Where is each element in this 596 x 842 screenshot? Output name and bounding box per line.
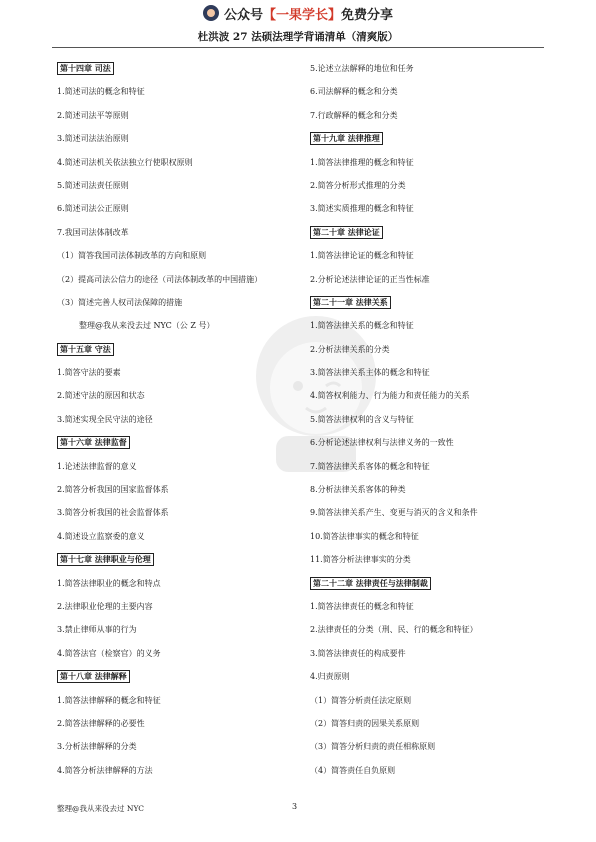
- chapter-heading-text: 第十八章 法律解释: [57, 670, 130, 683]
- list-item-text: 2.简述守法的原因和状态: [57, 391, 145, 401]
- list-item-text: 9.简答法律关系产生、变更与消灭的含义和条件: [310, 508, 478, 518]
- list-item: [57, 483, 297, 506]
- list-item-text: 3.禁止律师从事的行为: [57, 625, 137, 635]
- list-item-text: 2.分析论述法律论证的正当性标准: [310, 274, 430, 284]
- page-number: 3: [292, 802, 298, 811]
- right-column: [310, 62, 550, 787]
- list-item-text: 2.简答分析我国的国家监督体系: [57, 485, 169, 495]
- list-item-text: 1.简答法律论证的概念和特征: [310, 251, 414, 261]
- list-item: [310, 273, 550, 296]
- list-item-text: 5.简答法律权利的含义与特征: [310, 414, 414, 424]
- chapter-heading: [57, 62, 297, 85]
- list-item-text: 2.法律责任的分类（刑、民、行的概念和特征）: [310, 625, 478, 635]
- list-item: [57, 273, 297, 296]
- list-item: [57, 132, 297, 155]
- list-item-text: 2.简答法律解释的必要性: [57, 718, 145, 728]
- list-item-text: 1.论述法律监督的意义: [57, 461, 137, 471]
- chapter-heading-text: 第二十章 法律论证: [310, 226, 383, 239]
- list-item: [57, 694, 297, 717]
- list-item-text: 2.分析法律关系的分类: [310, 344, 390, 354]
- list-item: [310, 600, 550, 623]
- list-item-text: 3.简述司法法治原则: [57, 134, 129, 144]
- list-item-text: 4.归责原则: [310, 672, 350, 682]
- list-item: [310, 389, 550, 412]
- list-item: [310, 506, 550, 529]
- banner-highlight: 【一果学长】: [262, 7, 341, 23]
- list-item-text: 1.简答法律推理的概念和特征: [310, 157, 414, 167]
- list-item: [57, 179, 297, 202]
- chapter-heading-text: 第十九章 法律推理: [310, 132, 383, 145]
- list-item: [310, 764, 550, 787]
- list-item-text: 1.简述司法的概念和特征: [57, 87, 145, 97]
- list-item-text: （2）提高司法公信力的途径（司法体制改革的中国措施）: [57, 274, 263, 284]
- list-item: [310, 179, 550, 202]
- list-item: [310, 460, 550, 483]
- list-item: [57, 366, 297, 389]
- list-item-text: 5.论述立法解释的地位和任务: [310, 64, 414, 73]
- list-item: [310, 717, 550, 740]
- list-item-text: 整理@我从来没去过 NYC（公 Z 号）: [79, 321, 215, 331]
- list-item-text: 3.简述实质推理的概念和特征: [310, 204, 414, 214]
- banner-suffix: 免费分享: [341, 7, 394, 23]
- list-item-text: 4.简述司法机关依法独立行使职权原则: [57, 157, 193, 167]
- list-item-text: 4.简答法官（检察官）的义务: [57, 648, 161, 658]
- avatar-icon: [203, 5, 219, 21]
- list-item-text: 11.简答分析法律事实的分类: [310, 555, 411, 565]
- list-item: [310, 343, 550, 366]
- list-item: [310, 623, 550, 646]
- list-item: [57, 202, 297, 225]
- list-item-text: 6.简述司法公正原则: [57, 204, 129, 214]
- chapter-heading: [310, 226, 550, 249]
- left-column: [57, 62, 297, 787]
- list-item-text: 7.我国司法体制改革: [57, 227, 129, 237]
- list-item: [57, 156, 297, 179]
- list-item-text: 3.简答法律责任的构成要件: [310, 648, 406, 658]
- list-item: [310, 156, 550, 179]
- list-item: [310, 553, 550, 576]
- chapter-heading: [57, 670, 297, 693]
- list-item: [310, 249, 550, 272]
- list-item: [57, 296, 297, 319]
- list-item-text: 2.简答分析形式推理的分类: [310, 180, 406, 190]
- list-item: [57, 413, 297, 436]
- chapter-heading-text: 第二十二章 法律责任与法律制裁: [310, 577, 431, 590]
- list-item-text: 3.简答分析我国的社会监督体系: [57, 508, 169, 518]
- list-item: [310, 202, 550, 225]
- list-item: [310, 670, 550, 693]
- list-item-text: 1.简答法律职业的概念和特点: [57, 578, 161, 588]
- list-item-text: 1.简答法律解释的概念和特征: [57, 695, 161, 705]
- list-item-text: 4.简述设立监察委的意义: [57, 531, 145, 541]
- list-item: [57, 109, 297, 132]
- chapter-heading: [57, 343, 297, 366]
- chapter-heading-text: 第十六章 法律监督: [57, 436, 130, 449]
- document-title: 杜洪波 27 法硕法理学背诵清单（清爽版）: [197, 31, 399, 43]
- header-banner: [0, 0, 596, 26]
- list-item-text: 3.简答法律关系主体的概念和特征: [310, 368, 430, 378]
- chapter-heading: [310, 132, 550, 155]
- chapter-heading: [57, 553, 297, 576]
- list-item: [57, 577, 297, 600]
- list-item: [310, 109, 550, 132]
- list-item-text: 10.简答法律事实的概念和特征: [310, 531, 419, 541]
- list-item: [310, 740, 550, 763]
- list-item: [57, 647, 297, 670]
- list-item-text: 8.分析法律关系客体的种类: [310, 485, 406, 495]
- chapter-heading-text: 第二十一章 法律关系: [310, 296, 391, 309]
- list-item: [57, 623, 297, 646]
- list-item-text: （2）简答归责的因果关系原则: [310, 718, 420, 728]
- list-item: [310, 319, 550, 342]
- chapter-heading: [57, 436, 297, 459]
- list-item: [310, 694, 550, 717]
- list-item: [57, 85, 297, 108]
- list-item: [57, 717, 297, 740]
- list-item: [57, 764, 297, 787]
- list-item: [57, 226, 297, 249]
- list-item: [310, 413, 550, 436]
- list-item-text: （4）简答责任自负原则: [310, 765, 396, 775]
- list-item: [57, 600, 297, 623]
- chapter-heading-text: 第十五章 守法: [57, 343, 114, 356]
- list-item: [57, 460, 297, 483]
- list-item: [310, 366, 550, 389]
- chapter-heading: [310, 296, 550, 319]
- list-item: [310, 530, 550, 553]
- list-item-text: 1.简答法律责任的概念和特征: [310, 601, 414, 611]
- list-item: [57, 319, 297, 342]
- list-item: [310, 436, 550, 459]
- list-item-text: 3.简述实现全民守法的途径: [57, 414, 153, 424]
- list-item: [310, 647, 550, 670]
- list-item: [310, 483, 550, 506]
- list-item: [57, 740, 297, 763]
- footer-credit: 整理@我从来没去过 NYC: [57, 804, 145, 813]
- list-item-text: 7.简答法律关系客体的概念和特征: [310, 461, 430, 471]
- banner-prefix: 公众号: [223, 7, 263, 23]
- list-item-text: 1.简答守法的要素: [57, 368, 121, 378]
- list-item: [57, 249, 297, 272]
- list-item: [57, 389, 297, 412]
- list-item: [310, 85, 550, 108]
- chapter-heading-text: 第十四章 司法: [57, 62, 114, 75]
- list-item-text: 5.简述司法责任原则: [57, 180, 129, 190]
- list-item-text: 4.简答权利能力、行为能力和责任能力的关系: [310, 391, 470, 401]
- list-item-text: 4.简答分析法律解释的方法: [57, 765, 153, 775]
- list-item-text: （1）简答我国司法体制改革的方向和原则: [57, 251, 207, 261]
- chapter-heading: [310, 577, 550, 600]
- list-item-text: （1）简答分析责任法定原则: [310, 695, 412, 705]
- chapter-heading-text: 第十七章 法律职业与伦理: [57, 553, 154, 566]
- list-item-text: 2.法律职业伦理的主要内容: [57, 601, 153, 611]
- list-item-text: 2.简述司法平等原则: [57, 110, 129, 120]
- list-item: [57, 506, 297, 529]
- title-divider: [52, 47, 544, 48]
- list-item: [310, 62, 550, 85]
- list-item-text: 3.分析法律解释的分类: [57, 742, 137, 752]
- list-item-text: 6.分析论述法律权利与法律义务的一致性: [310, 438, 454, 448]
- list-item: [57, 530, 297, 553]
- list-item-text: （3）简述完善人权司法保障的措施: [57, 297, 183, 307]
- list-item-text: 6.司法解释的概念和分类: [310, 87, 398, 97]
- list-item-text: 7.行政解释的概念和分类: [310, 110, 398, 120]
- list-item-text: 1.简答法律关系的概念和特征: [310, 321, 414, 331]
- list-item-text: （3）简答分析归责的责任相称原则: [310, 742, 436, 752]
